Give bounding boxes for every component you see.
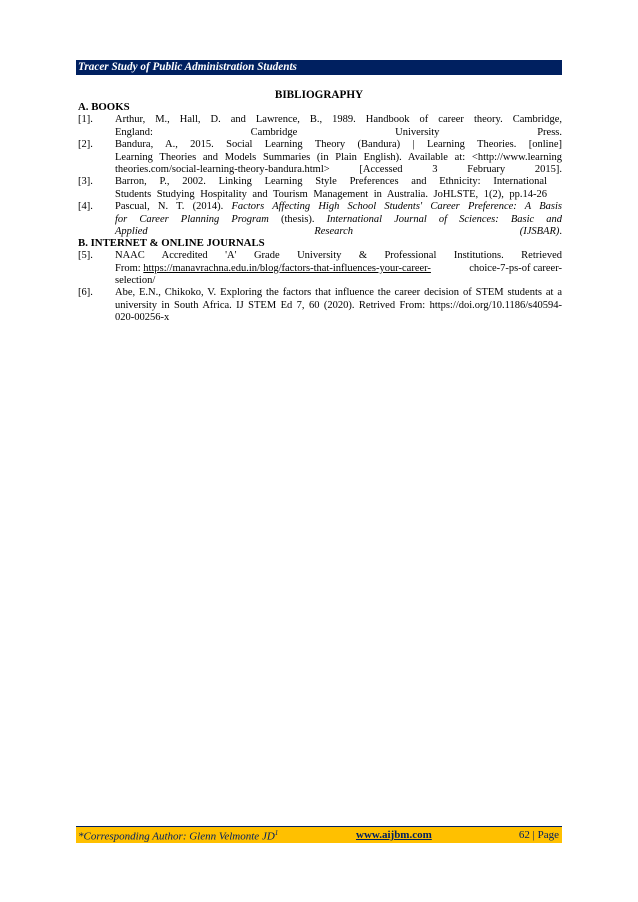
corresponding-author — [78, 829, 278, 843]
reference-line: Barron, P., 2002. Linking Learning Style Preferences and Ethnicity: International — [115, 176, 547, 187]
reference-title: for Career Planning Program — [115, 213, 269, 225]
reference-line: Students Studying Hospitality and Tourism Management in Australia. JoHLSTE, 1(2), pp.14-26 — [115, 188, 547, 200]
section-heading-internet: B. INTERNET & ONLINE JOURNALS — [78, 237, 265, 249]
reference-line: university in South Africa. IJ STEM Ed 7, 60 (2020). Retrived From: https://doi.org/10.1186/s40594- — [115, 299, 562, 311]
reference-number: [5]. — [78, 250, 93, 261]
reference-item — [78, 176, 562, 201]
reference-text: . — [559, 226, 562, 238]
reference-item — [78, 139, 562, 177]
journal-website-link[interactable]: www.aijbm.com — [356, 829, 432, 841]
reference-number: [3]. — [78, 176, 93, 187]
page-number-value: 62 — [518, 829, 530, 841]
reference-line — [115, 201, 562, 214]
author-name: : Glenn Velmonte JD — [182, 830, 275, 843]
reference-line: Learning Theories and Models Summaries (in Plain English). Available at: <http://www.learning — [115, 151, 562, 163]
reference-text: From: — [115, 262, 144, 274]
running-title: Tracer Study of Public Administration Students — [78, 61, 297, 73]
reference-text: choice-7-ps-of career- — [469, 262, 562, 274]
reference-item — [78, 287, 562, 325]
reference-item — [78, 114, 562, 139]
reference-line: Arthur, M., Hall, D. and Lawrence, B., 1989. Handbook of career theory. Cambridge, — [115, 114, 562, 125]
reference-line: 020-00256-x — [115, 312, 170, 324]
reference-text: Pascual, N. T. (2014). — [115, 201, 232, 212]
reference-line: selection/ — [115, 275, 156, 287]
section-heading-books: A. BOOKS — [78, 101, 130, 113]
reference-item — [78, 250, 562, 288]
reference-number: [2]. — [78, 139, 93, 150]
reference-link[interactable]: https://manavrachna.edu.in/blog/factors-that-influences-your-career- — [143, 262, 431, 274]
page-number — [519, 829, 559, 841]
reference-title: Factors Affecting High School Students' Career Preference: A Basis — [231, 201, 562, 212]
reference-number: [4]. — [78, 201, 93, 212]
reference-line — [115, 263, 562, 276]
reference-line — [115, 214, 562, 227]
reference-line: Abe, E.N., Chikoko, V. Exploring the factors that influence the career decision of STEM students at a — [115, 287, 562, 298]
running-header — [76, 60, 562, 75]
reference-item — [78, 201, 562, 239]
reference-line: England: Cambridge University Press. — [115, 126, 562, 138]
page-title: BIBLIOGRAPHY — [274, 89, 364, 101]
author-superscript: 1 — [274, 829, 279, 837]
reference-line: NAAC Accredited 'A' Grade University & Professional Institutions. Retrieved — [115, 250, 562, 261]
page-label: Page — [537, 829, 559, 841]
page-separator: | — [529, 829, 538, 841]
reference-number: [1]. — [78, 114, 93, 125]
reference-text: (thesis). — [268, 213, 327, 225]
journal-name: International Journal of Sciences: Basic and — [326, 213, 563, 225]
reference-number: [6]. — [78, 287, 93, 298]
author-label: *Corresponding Author — [78, 830, 183, 843]
journal-name: Applied Research (IJSBAR) — [115, 226, 560, 238]
reference-line: Bandura, A., 2015. Social Learning Theory (Bandura) | Learning Theories. [online] — [115, 139, 562, 150]
reference-line: theories.com/social-learning-theory-bandura.html> [Accessed 3 February 2015]. — [115, 164, 562, 176]
page-footer — [76, 826, 562, 843]
